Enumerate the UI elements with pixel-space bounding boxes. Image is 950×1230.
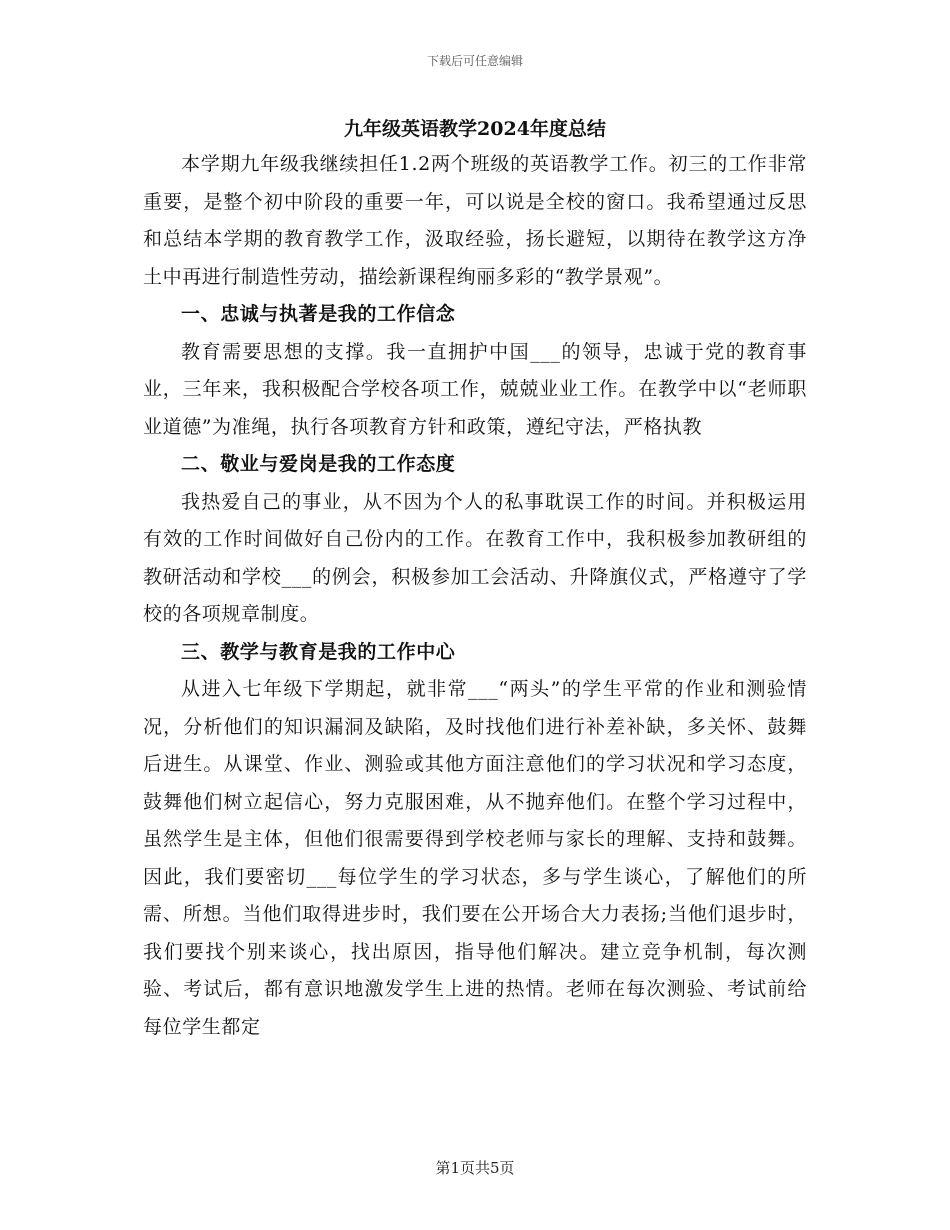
section-heading-2: 二、敬业与爱岗是我的工作态度 [181,453,456,475]
page-number: 第1页共5页 [435,1159,515,1177]
intro-paragraph: 本学期九年级我继续担任1.2两个班级的英语教学工作。初三的工作非常重要，是整个初中阶段的重要一年，可以说是全校的窗口。我希望通过反思和总结本学期的教育教学工作，汲取经验，扬长避短，以期待在教学这方净土中再进行制造性劳动，描绘新课程绚丽多彩的“教学景观”。 [143,153,807,288]
page-header-note: 下载后可任意编辑 [426,54,523,68]
document-body [143,112,807,1046]
section-body-1: 教育需要思想的支撑。我一直拥护中国___的领导，忠诚于党的教育事业，三年来，我积极配合学校各项工作，兢兢业业工作。在教学中以“老师职业道德”为准绳，执行各项教育方针和政策，遵纪守法，严格执教 [143,340,807,438]
section-heading-1: 一、忠诚与执著是我的工作信念 [181,303,456,325]
section-heading-3: 三、教学与教育是我的工作中心 [181,640,456,663]
section-body-3: 从进入七年级下学期起，就非常___“两头”的学生平常的作业和测验情况，分析他们的知识漏洞及缺陷，及时找他们进行补差补缺，多关怀、鼓舞后进生。从课堂、作业、测验或其他方面注意他们的学习状况和学习态度，鼓舞他们树立起信心，努力克服困难，从不抛弃他们。在整个学习过程中，虽然学生是主体，但他们很需要得到学校老师与家长的理解、支持和鼓舞。因此，我们要密切___每位学生的学习状态，多与学生谈心，了解他们的所需、所想。当他们取得进步时，我们要在公开场合大力表扬;当他们退步时，我们要找个别来谈心，找出原因，指导他们解决。建立竞争机制，每次测验、考试后，都有意识地激发学生上进的热情。老师在每次测验、考试前给每位学生都定 [143,678,807,1038]
document-title: 九年级英语教学2024年度总结 [344,118,606,140]
section-body-2: 我热爱自己的事业，从不因为个人的私事耽误工作的时间。并积极运用有效的工作时间做好自己份内的工作。在教育工作中，我积极参加教研组的教研活动和学校___的例会，积极参加工会活动、升降旗仪式，严格遵守了学校的各项规章制度。 [143,490,807,625]
